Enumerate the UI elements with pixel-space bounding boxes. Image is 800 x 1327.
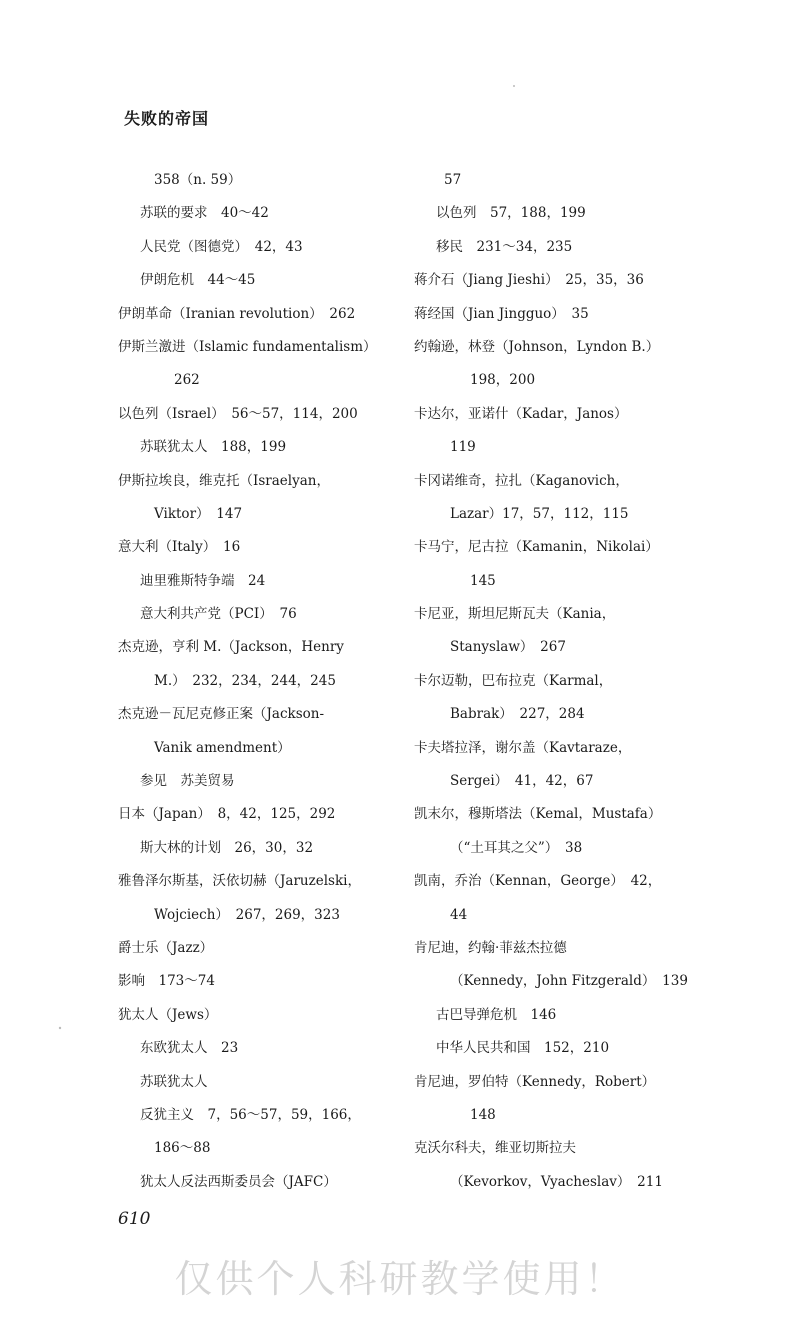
index-entry: 伊斯兰激进（Islamic fundamentalism）: [118, 338, 377, 355]
index-entry: （“土耳其之父”） 38: [450, 839, 583, 856]
index-entry: 358（n. 59）: [154, 172, 242, 188]
index-entry: 卡尔迈勒，巴布拉克（Karmal，: [414, 672, 613, 689]
index-entry: 约翰逊，林登（Johnson，Lyndon B.）: [414, 338, 660, 355]
running-head: 失败的帝国: [124, 109, 210, 128]
index-entry: 意大利共产党（PCI） 76: [140, 606, 297, 623]
index-entry: 卡夫塔拉泽，谢尔盖（Kavtaraze，: [414, 739, 632, 756]
index-entry: 186～88: [154, 1140, 211, 1157]
index-entry: 参见 苏美贸易: [140, 773, 235, 790]
index-entry: Lazar）17，57，112，115: [450, 505, 629, 522]
index-entry: Babrak） 227，284: [450, 706, 585, 723]
scan-speck: [513, 85, 515, 87]
index-entry: 凯南，乔治（Kennan，George） 42，: [414, 873, 662, 890]
index-entry: Viktor） 147: [154, 505, 243, 522]
index-entry: 移民 231～34，235: [436, 238, 573, 255]
index-entry: 杰克逊，亨利 M.（Jackson，Henry: [118, 639, 344, 656]
index-entry: 伊朗革命（Iranian revolution） 262: [118, 305, 356, 322]
index-entry: 148: [470, 1106, 496, 1123]
index-entry: Wojciech） 267，269，323: [154, 906, 340, 923]
index-entry: 克沃尔科夫，维亚切斯拉夫: [414, 1140, 576, 1157]
scan-speck: [59, 1027, 61, 1029]
index-entry: 蒋经国（Jian Jingguo） 35: [414, 305, 589, 322]
index-entry: 反犹主义 7，56～57，59，166，: [140, 1106, 361, 1123]
index-entry: 斯大林的计划 26，30，32: [140, 839, 314, 856]
index-entry: 迪里雅斯特争端 24: [140, 572, 266, 589]
index-entry: 雅鲁泽尔斯基，沃依切赫（Jaruzelski，: [118, 873, 361, 890]
index-entry: 杰克逊－瓦尼克修正案（Jackson-: [118, 706, 325, 723]
index-entry: 57: [444, 172, 462, 188]
index-entry: 卡达尔，亚诺什（Kadar，Janos）: [414, 405, 628, 422]
watermark: 仅供个人科研教学使用！: [174, 1257, 626, 1301]
index-entry: 肯尼迪，罗伯特（Kennedy，Robert）: [414, 1073, 656, 1090]
index-entry: 262: [174, 372, 200, 389]
index-entry: 爵士乐（Jazz）: [118, 939, 214, 956]
index-entry: （Kennedy，John Fitzgerald） 139: [450, 973, 688, 990]
index-entry: 伊斯拉埃良，维克托（Israelyan，: [118, 472, 330, 489]
index-entry: 以色列（Israel） 56～57，114，200: [118, 405, 358, 422]
index-entry: 苏联的要求 40～42: [140, 205, 269, 222]
index-entry: 145: [470, 572, 496, 589]
index-entry: 卡尼亚，斯坦尼斯瓦夫（Kania，: [414, 606, 616, 623]
index-entry: 卡冈诺维奇，拉扎（Kaganovich，: [414, 472, 629, 489]
index-entry: Sergei） 41，42，67: [450, 773, 594, 790]
index-entry: 44: [450, 906, 468, 923]
index-entry: 凯末尔，穆斯塔法（Kemal，Mustafa）: [414, 806, 662, 823]
index-entry: 苏联犹太人 188，199: [140, 439, 287, 456]
index-entry: 卡马宁，尼古拉（Kamanin，Nikolai）: [414, 539, 659, 556]
index-entry: 影响 173～74: [118, 973, 215, 990]
index-entry: 119: [450, 439, 476, 456]
index-entry: 蒋介石（Jiang Jieshi） 25，35，36: [414, 272, 644, 289]
index-entry: 苏联犹太人: [140, 1073, 208, 1090]
index-entry: 犹太人（Jews）: [118, 1006, 218, 1023]
index-entry: 人民党（图德党） 42，43: [140, 238, 303, 255]
index-entry: Stanyslaw） 267: [450, 639, 566, 656]
index-entry: 伊朗危机 44～45: [140, 272, 256, 289]
index-entry: 日本（Japan） 8，42，125，292: [118, 806, 336, 823]
index-entry: 198，200: [470, 372, 536, 389]
index-entry: 犹太人反法西斯委员会（JAFC）: [140, 1173, 337, 1190]
index-entry: （Kevorkov，Vyacheslav） 211: [450, 1173, 663, 1190]
index-entry: M.） 232，234，244，245: [154, 672, 336, 689]
index-entry: 古巴导弹危机 146: [436, 1006, 557, 1023]
index-entry: Vanik amendment）: [154, 739, 291, 756]
index-entry: 肯尼迪，约翰·菲兹杰拉德: [414, 939, 567, 956]
page-number: 610: [118, 1209, 151, 1229]
index-entry: 中华人民共和国 152，210: [436, 1040, 610, 1057]
index-entry: 东欧犹太人 23: [140, 1040, 239, 1057]
index-entry: 意大利（Italy） 16: [118, 539, 241, 556]
index-entry: 以色列 57，188，199: [436, 205, 586, 222]
